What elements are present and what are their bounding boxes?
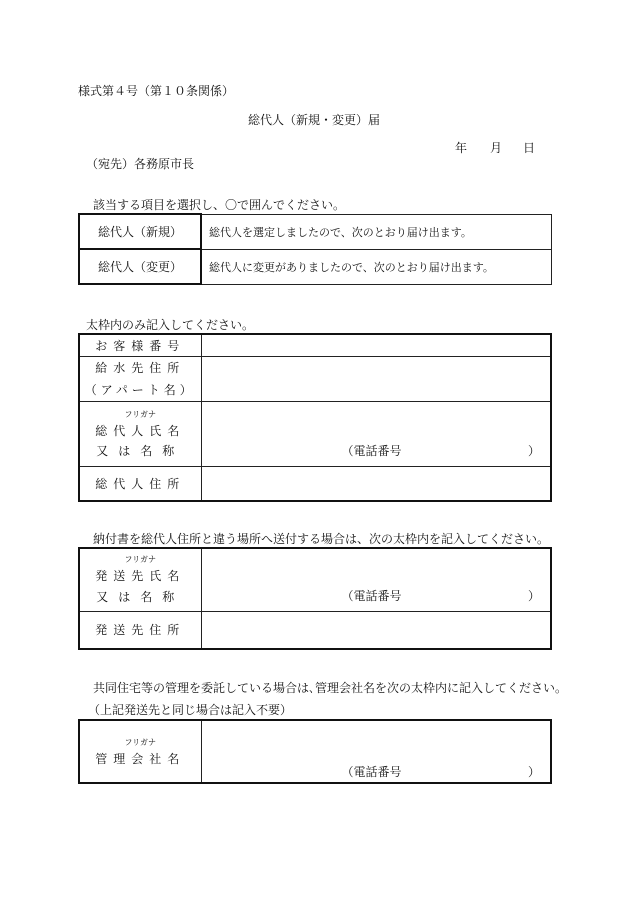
rep-address-field[interactable] [201, 466, 551, 501]
delivery-phone-label: （電話番号 [341, 588, 402, 603]
rep-name-text: 総代人氏名 [95, 423, 186, 438]
option-new-text: 総代人を選定しましたので、次のとおり届け出ます。 [209, 225, 472, 239]
form-number: 様式第４号（第１０条関係） [78, 84, 235, 98]
section4-note: （上記発送先と同じ場合は記入不要） [88, 703, 293, 717]
section4-instruction: 共同住宅等の管理を委託している場合は､管理会社名を次の太枠内に記入してください。 [93, 681, 568, 695]
delivery-name-alt-text: 又は名称 [96, 589, 185, 604]
section1-instruction: 該当する項目を選択し、〇で囲んでください。 [93, 198, 346, 212]
company-name-field[interactable] [201, 720, 551, 783]
rep-phone-close: ） [527, 443, 540, 458]
supply-address-text: 給水先住所 [95, 360, 186, 375]
rep-phone [342, 442, 541, 459]
company-phone [342, 763, 541, 780]
company-furigana-label: フリガナ [124, 737, 157, 747]
selection-table [78, 213, 552, 285]
option-new[interactable]: 総代人（新規） [79, 214, 201, 249]
addressee: （宛先）各務原市長 [86, 157, 195, 171]
section2-instruction: 太枠内のみ記入してください。 [86, 318, 255, 332]
company-phone-label: （電話番号 [341, 765, 402, 779]
date-year-label: 年 [455, 141, 468, 155]
apartment-name-text: （アパート名） [84, 382, 196, 397]
company-table [78, 719, 552, 784]
delivery-table [78, 547, 552, 650]
rep-name-alt-text: 又は名称 [96, 443, 185, 458]
delivery-name-text: 発送先氏名 [95, 568, 186, 583]
rep-address-label: 総代人住所 [79, 466, 201, 501]
supply-address-label [79, 356, 201, 401]
furigana-label: フリガナ [124, 409, 157, 419]
delivery-name-field[interactable] [201, 548, 551, 611]
company-phone-close: ） [527, 765, 540, 779]
company-name-label [79, 720, 201, 783]
delivery-address-field[interactable] [201, 611, 551, 649]
delivery-name-label [79, 548, 201, 611]
delivery-address-label: 発送先住所 [79, 611, 201, 649]
customer-number-label: お客様番号 [79, 334, 201, 356]
delivery-phone [342, 587, 541, 604]
date-day-label: 日 [523, 141, 536, 155]
date-month-label: 月 [490, 141, 503, 155]
customer-number-field[interactable] [201, 334, 551, 356]
option-change[interactable]: 総代人（変更） [79, 249, 201, 284]
supply-address-field[interactable] [201, 356, 551, 401]
rep-name-label [79, 401, 201, 466]
page-title: 総代人（新規・変更）届 [248, 113, 381, 127]
section3-instruction: 納付書を総代人住所と違う場所へ送付する場合は、次の太枠内を記入してください。 [93, 532, 550, 546]
rep-phone-label: （電話番号 [341, 443, 402, 458]
company-name-text: 管理会社名 [95, 751, 186, 766]
rep-name-field[interactable] [201, 401, 551, 466]
delivery-furigana-label: フリガナ [124, 554, 157, 564]
delivery-phone-close: ） [527, 588, 540, 603]
option-change-text: 総代人に変更がありましたので、次のとおり届け出ます。 [201, 249, 552, 284]
representative-table [78, 333, 552, 502]
